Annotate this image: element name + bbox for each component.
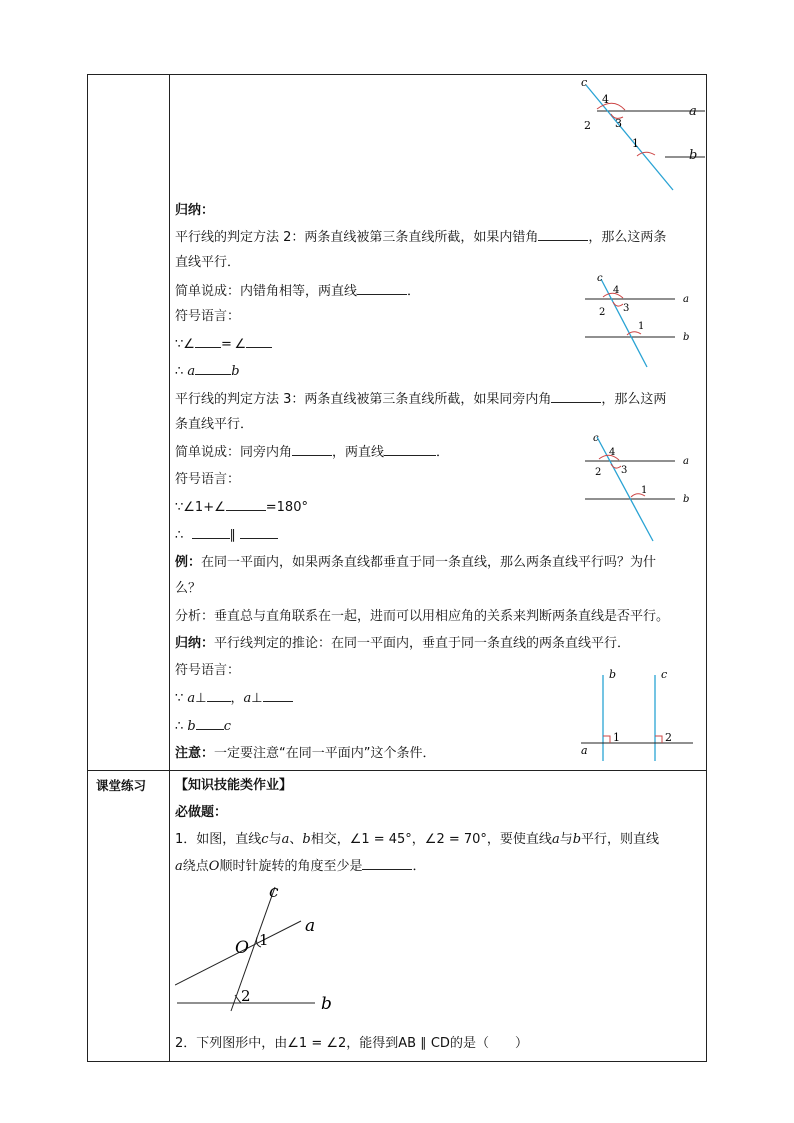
var-b: b xyxy=(187,719,196,734)
conclusion-body: 平行线判定的推论：在同一平面内，垂直于同一条直线的两条直线平行． xyxy=(214,636,631,651)
q1-text: 与 xyxy=(559,832,573,847)
example-text xyxy=(175,554,656,572)
q1-var: a xyxy=(551,832,560,847)
example-part-b: 么？ xyxy=(175,581,202,596)
blank-field[interactable] xyxy=(538,228,588,241)
q1-text: 与 xyxy=(268,832,282,847)
q1-fig-label-1: 1 xyxy=(259,931,269,949)
q1-var: b xyxy=(302,832,311,847)
q1-fig-label-b: b xyxy=(321,994,332,1013)
required-heading: 必做题： xyxy=(175,805,228,820)
q1-fig-label-2: 2 xyxy=(241,987,251,1005)
note-label: 注意： xyxy=(175,746,215,761)
fig2-label-a: a xyxy=(683,294,689,305)
therefore-symbol: ∴ xyxy=(175,528,184,543)
q1-var: a xyxy=(175,859,183,874)
q1-fig-label-c: c xyxy=(269,883,279,902)
right-angle-1 xyxy=(603,736,610,743)
q1-text: 顺时针旋转的角度至少是 xyxy=(219,859,363,874)
fig3-label-1: 1 xyxy=(641,485,648,496)
fig1-label-a: a xyxy=(689,104,697,119)
q1-text: 绕点 xyxy=(182,859,209,874)
fig4-label-b: b xyxy=(609,668,617,681)
symbol-heading-3: 符号语言： xyxy=(175,663,241,678)
because-symbol: ∵ xyxy=(175,691,184,706)
method2-because: ∵∠ = ∠ xyxy=(175,335,272,354)
parallel-symbol: ∥ xyxy=(229,528,237,543)
method3-text xyxy=(175,390,666,409)
method3-short-a: 简单说成：同旁内角 xyxy=(175,445,293,460)
fig1-label-b: b xyxy=(689,148,698,163)
method3-therefore xyxy=(175,526,278,545)
fig3-label-3: 3 xyxy=(621,465,628,476)
blank-field[interactable] xyxy=(551,390,601,403)
question-1-line-1 xyxy=(175,831,659,849)
analysis-text: 分析：垂直总与直角联系在一起，进而可以用相应角的关系来判断两条直线是否平行。 xyxy=(175,609,670,624)
method2-part-a: 平行线的判定方法 2：两条直线被第三条直线所截，如果内错角 xyxy=(175,230,539,245)
var-b: b xyxy=(231,364,240,379)
q1-fig-label-O: O xyxy=(235,938,249,958)
right-angle-2 xyxy=(655,736,662,743)
var-a: a xyxy=(243,691,252,706)
symbol-heading: 符号语言： xyxy=(175,309,241,324)
method2-part-c: 直线平行． xyxy=(175,255,241,270)
note-body: 一定要注意“在同一平面内”这个条件． xyxy=(214,746,436,761)
q1-var: c xyxy=(261,832,269,847)
blank-field[interactable] xyxy=(384,443,436,456)
because-symbol: ∵ xyxy=(175,337,184,352)
angle-symbol: ∠ xyxy=(183,337,195,352)
blank-field[interactable] xyxy=(207,689,231,702)
q1-var: O xyxy=(208,859,220,874)
conclusion-text xyxy=(175,635,630,653)
fig1-label-2: 2 xyxy=(584,119,591,132)
transversal-figure-3 xyxy=(583,433,695,545)
method2-short-a: 简单说成：内错角相等，两直线 xyxy=(175,284,358,299)
blank-field[interactable] xyxy=(192,526,230,539)
symbol-heading-2: 符号语言： xyxy=(175,472,241,487)
blank-field[interactable] xyxy=(196,717,224,730)
deg180: =180° xyxy=(265,500,308,515)
fig2-label-3: 3 xyxy=(623,303,630,314)
row-divider xyxy=(88,770,706,771)
note-text xyxy=(175,745,436,763)
comma: ， xyxy=(230,691,244,706)
fig3-label-4: 4 xyxy=(609,447,616,458)
method3-short xyxy=(175,443,449,462)
fig1-label-c: c xyxy=(581,77,588,89)
perp-because xyxy=(175,689,293,708)
question-1-figure xyxy=(175,883,350,1013)
method2-text xyxy=(175,228,666,247)
therefore-symbol: ∴ xyxy=(175,719,184,734)
summary-heading: 归纳： xyxy=(175,203,215,218)
fig3-label-a: a xyxy=(683,456,689,467)
method2-short xyxy=(175,282,420,301)
blank-field[interactable] xyxy=(263,689,293,702)
q1-var: a xyxy=(281,832,290,847)
fig2-label-4: 4 xyxy=(613,285,620,296)
method3-short-c: ． xyxy=(436,445,450,460)
q1-text: ． xyxy=(412,859,426,874)
fig1-label-4: 4 xyxy=(602,93,609,106)
line-c xyxy=(586,85,673,190)
column-divider xyxy=(169,75,170,1061)
blank-field[interactable] xyxy=(246,335,272,348)
fig4-label-a: a xyxy=(581,744,588,757)
answer-blank[interactable] xyxy=(362,857,412,870)
method3-short-b: ，两直线 xyxy=(332,445,385,460)
fig4-label-2: 2 xyxy=(665,731,672,744)
q1-text: 1．如图，直线 xyxy=(175,832,262,847)
q1-text: 平行，则直线 xyxy=(581,832,660,847)
row-label-practice: 课堂练习 xyxy=(96,778,147,793)
fig4-label-1: 1 xyxy=(613,731,620,744)
fig3-label-b: b xyxy=(683,494,690,505)
fig1-label-1: 1 xyxy=(632,137,639,150)
perp-symbol: ⊥ xyxy=(195,691,207,706)
worksheet-table xyxy=(87,74,707,1062)
blank-field[interactable] xyxy=(226,498,266,511)
fig3-label-2: 2 xyxy=(595,467,602,478)
transversal-figure-1 xyxy=(575,77,705,195)
question-2: 2．下列图形中，由∠1 = ∠2，能得到AB ∥ CD的是（ ） xyxy=(175,1036,528,1051)
example-part-a: 在同一平面内，如果两条直线都垂直于同一条直线，那么两条直线平行吗？为什 xyxy=(201,555,657,570)
method2-short-b: ． xyxy=(407,284,421,299)
fig2-label-1: 1 xyxy=(638,321,645,332)
var-a: a xyxy=(187,691,196,706)
perpendicular-figure xyxy=(581,665,695,765)
q1-text: 、 xyxy=(289,832,303,847)
question-1-line-2 xyxy=(175,857,425,876)
blank-field[interactable] xyxy=(195,362,231,375)
var-c: c xyxy=(223,719,232,734)
angle-1-arc xyxy=(637,152,655,156)
angle-symbol: ∠ xyxy=(234,337,247,352)
blank-field[interactable] xyxy=(195,335,221,348)
method3-part-b: ，那么这两 xyxy=(601,392,667,407)
blank-field[interactable] xyxy=(357,282,407,295)
fig1-label-3: 3 xyxy=(615,117,622,130)
method3-because xyxy=(175,498,308,517)
q1-text: 相交，∠1 = 45°，∠2 = 70°，要使直线 xyxy=(310,832,552,847)
method2-therefore xyxy=(175,362,240,381)
blank-field[interactable] xyxy=(292,443,332,456)
conclusion-label: 归纳： xyxy=(175,636,215,651)
example-label: 例： xyxy=(175,555,202,570)
fig3-label-c: c xyxy=(593,433,599,444)
because-symbol: ∵ xyxy=(175,500,184,515)
q1-fig-label-a: a xyxy=(305,916,316,936)
method3-part-a: 平行线的判定方法 3：两条直线被第三条直线所截，如果同旁内角 xyxy=(175,392,552,407)
perp-therefore xyxy=(175,717,231,736)
perp-symbol: ⊥ xyxy=(251,691,263,706)
q1-var: b xyxy=(572,832,582,847)
method2-part-b: ，那么这两条 xyxy=(588,230,667,245)
section-heading: 【知识技能类作业】 xyxy=(175,778,293,793)
fig2-label-2: 2 xyxy=(599,307,606,318)
method3-part-c: 条直线平行． xyxy=(175,417,254,432)
therefore-symbol: ∴ xyxy=(175,364,184,379)
angle1-plus: ∠1+∠ xyxy=(183,500,226,515)
fig2-label-b: b xyxy=(683,332,690,343)
var-a: a xyxy=(187,364,196,379)
fig4-label-c: c xyxy=(661,668,668,681)
blank-field[interactable] xyxy=(240,526,278,539)
fig2-label-c: c xyxy=(597,273,603,284)
transversal-figure-2 xyxy=(583,271,695,371)
